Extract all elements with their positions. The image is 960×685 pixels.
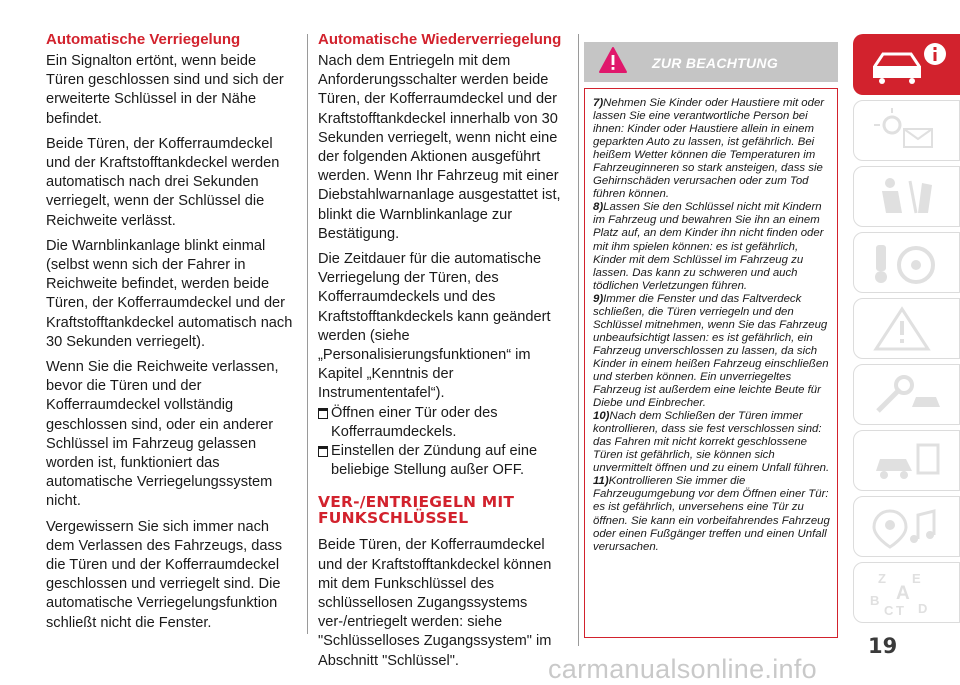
paragraph: Ein Signalton ertönt, wenn beide Türen geschlossen sind und sich der erweiterte Schlüssel in der Nähe befindet.: [46, 53, 284, 127]
index-letter: B: [870, 593, 880, 608]
bullet-square-icon: [318, 408, 328, 419]
column-divider-right: [578, 34, 579, 646]
warning-box: [584, 88, 838, 638]
index-letter: A: [896, 583, 910, 604]
index-letter: Z: [878, 571, 886, 586]
car-data-icon: [866, 437, 950, 485]
dashboard-lights-icon: [866, 107, 950, 155]
tab-multimedia[interactable]: [853, 496, 960, 557]
index-letter: T: [896, 603, 904, 617]
tab-maintenance[interactable]: [853, 364, 960, 425]
heading-remote-key-locking: VER-/ENTRIEGELN MIT FUNKSCHLÜSSEL: [318, 493, 515, 528]
bullet-item: [318, 404, 568, 442]
bullet-text: Öffnen einer Tür oder des Kofferraumdeckels.: [331, 404, 498, 440]
alphabet-index-icon: [866, 569, 950, 617]
bullet-square-icon: [318, 446, 328, 457]
bullet-text: Einstellen der Zündung auf eine beliebige Stellung außer OFF.: [331, 443, 538, 479]
warning-item: 7)Nehmen Sie Kinder oder Haustiere mit oder lassen Sie eine verantwortliche Person bei ihnen: Kinder oder Haustiere allein in einem geparkten Auto zu lassen, ist gefährlich. Bei heißem Wetter können die Temperaturen im Fahrzeuginneren so stark ansteigen, dass sie Gehirnschäden verursachen oder zum Tod führen können.: [593, 97, 825, 201]
index-letter: E: [912, 571, 921, 586]
tab-emergency[interactable]: [853, 298, 960, 359]
column-automatic-relocking: [318, 30, 568, 677]
index-letter: C: [884, 603, 894, 617]
media-navigation-icon: [866, 503, 950, 551]
warning-item: 11)Kontrollieren Sie immer die Fahrzeugumgebung vor dem Öffnen einer Tür: es ist gefährlich, unversehens eine Tür zu öffnen. Sie kann ein vorbeifahrendes Fahrzeug oder einen Fußgänger treffen und einen Unfall verursachen.: [593, 475, 830, 553]
key-steering-icon: [866, 239, 950, 287]
tab-dashboard[interactable]: [853, 100, 960, 161]
paragraph: Beide Türen, der Kofferraumdeckel und der Kraftstofftankdeckel werden automatisch nach drei Sekunden verriegelt, wenn der Schlüssel die Reichweite verlässt.: [46, 135, 280, 229]
watermark: carmanualsonline.info: [548, 654, 817, 684]
paragraph: Wenn Sie die Reichweite verlassen, bevor die Türen und der Kofferraumdeckel vollständig geschlossen sind, oder ein anderer Schlüssel im Fahrzeug gelassen worden ist, funktioniert das automatische Verriegelungssystem nicht.: [46, 359, 279, 510]
paragraph: Die Warnblinkanlage blinkt einmal (selbst wenn sich der Fahrer in Reichweite befindet, werden beide Türen, der Kofferraumdeckel und der Kraftstofftankdeckel automatisch nach 30 Sekunden verriegelt).: [46, 237, 293, 350]
column-divider-left: [307, 34, 308, 634]
warning-item: 9)Immer die Fenster und das Faltverdeck schließen, die Türen verriegeln und den Schlüssel mitnehmen, wenn Sie das Fahrzeug unbeaufsichtigt lassen: es ist gefährlich, ein Fahrzeug unverschlossen zu lassen, da sich Kinder in einem heißen Fahrzeug einschließen und sterben können. Ein unverriegeltes Fahrzeug ist außerdem eine leichte Beute für Diebe und Einbrecher.: [593, 292, 829, 410]
tab-technical-data[interactable]: [853, 430, 960, 491]
index-letter: D: [918, 601, 928, 616]
paragraph: Beide Türen, der Kofferraumdeckel und der Kraftstofftankdeckel können mit dem Funkschlüssel des schlüssellosen Zugangssystems ver-/entriegelt werden: siehe "Schlüsselloses Zugangssystem" im Abschnitt "Schlüssel".: [318, 537, 552, 669]
warning-item: 10)Nach dem Schließen der Türen immer kontrollieren, dass sie fest verschlossen sind: das Fahren mit nicht korrekt geschlossene Türen ist gefährlich, sie können sich unvermittelt öffnen und zu einem Unfall führen.: [593, 410, 830, 475]
column-automatic-locking: [46, 30, 296, 639]
warning-item: 8)Lassen Sie den Schlüssel nicht mit Kindern im Fahrzeug und bewahren Sie ihn an einem Platz auf, an dem Kinder ihn nicht finden oder mit ihm spielen können: es ist gefährlich, Kinder mit dem Schlüssel im Fahrzeug zu lassen. Das kann zu schweren und auch tödlichen Verletzungen führen.: [593, 201, 824, 292]
tab-car-info[interactable]: [853, 34, 960, 95]
page-number: 19: [868, 634, 898, 658]
warning-triangle-icon: [598, 46, 628, 74]
car-info-icon: [865, 40, 949, 88]
paragraph: Vergewissern Sie sich immer nach dem Verlassen des Fahrzeugs, dass die Türen und der Kofferraumdeckel geschlossen und verriegelt sind. Die automatische Verriegelungsfunktion schließt nicht die Fenster.: [46, 518, 283, 631]
seat-airbag-icon: [866, 173, 950, 221]
heading-automatic-relocking: Automatische Wiederverriegelung: [318, 31, 562, 48]
wrench-car-icon: [866, 371, 950, 419]
tab-starting-driving[interactable]: [853, 232, 960, 293]
bullet-item: [318, 442, 568, 480]
heading-automatic-locking: Automatische Verriegelung: [46, 31, 241, 48]
paragraph: Die Zeitdauer für die automatische Verriegelung der Türen, des Kofferraumdeckels und des Kraftstofftankdeckels kann geändert werden (siehe „Personalisierungsfunktionen“ im Kapitel „Kenntnis der Instrumententafel“).: [318, 251, 551, 402]
warning-header: [584, 42, 838, 82]
warning-title: ZUR BEACHTUNG: [652, 55, 779, 71]
paragraph: Nach dem Entriegeln mit dem Anforderungsschalter werden beide Türen, der Kofferraumdeckel und der Kraftstofftankdeckel innerhalb von 30 Sekunden verriegelt, wenn nicht eine der folgenden Aktionen ausgeführt werden. Wenn Ihr Fahrzeug mit einer Diebstahlwarnanlage ausgestattet ist, blinkt die Warnblinkanlage zur Bestätigung.: [318, 53, 561, 242]
tab-index[interactable]: [853, 562, 960, 623]
warning-road-icon: [866, 305, 950, 353]
tab-safety[interactable]: [853, 166, 960, 227]
